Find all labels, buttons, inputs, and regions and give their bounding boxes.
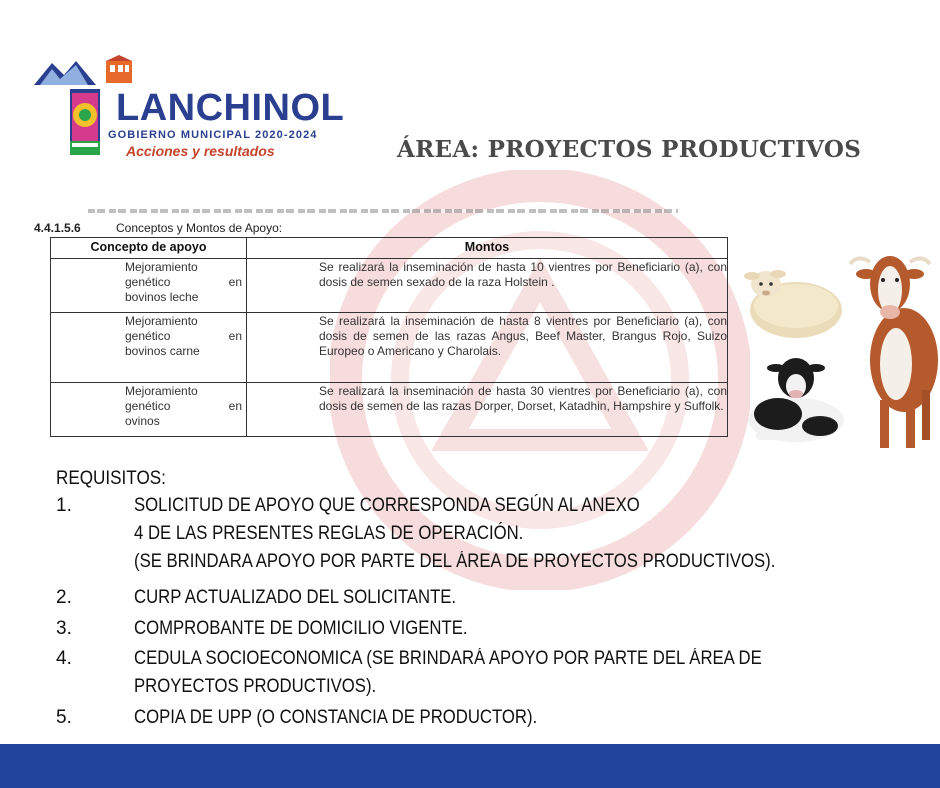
livestock-illustration bbox=[738, 240, 940, 455]
requirement-line: COPIA DE UPP (O CONSTANCIA DE PRODUCTOR). bbox=[134, 707, 538, 728]
logo-slogan: Acciones y resultados bbox=[126, 143, 275, 159]
amount-cell: Se realizará la inseminación de hasta 10 vientres por Beneficiario (a), con dosis de semen sexado de la raza Holstein . bbox=[247, 258, 728, 312]
requirements-heading: REQUISITOS: bbox=[56, 468, 166, 489]
concept-cell bbox=[51, 382, 247, 436]
concept-line: en bbox=[228, 328, 242, 343]
amount-cell: Se realizará la inseminación de hasta 8 vientres por Beneficiario (a), con dosis de semen de las razas Angus, Beef Master, Brangus Rojo, Suizo Europeo o Americano y Charolais. bbox=[247, 312, 728, 382]
requirement-line: COMPROBANTE DE DOMICILIO VIGENTE. bbox=[134, 618, 468, 639]
concept-line: genético bbox=[125, 398, 171, 413]
footer-bar bbox=[0, 744, 940, 788]
concept-line: Mejoramiento bbox=[125, 313, 198, 328]
concept-cell bbox=[51, 312, 247, 382]
sheep-icon bbox=[744, 270, 842, 338]
section-title: Conceptos y Montos de Apoyo: bbox=[116, 221, 283, 235]
requirement-line: PROYECTOS PRODUCTIVOS). bbox=[134, 676, 377, 697]
calf-icon bbox=[748, 358, 844, 442]
concept-line: bovinos leche bbox=[125, 289, 199, 304]
concept-line: en bbox=[228, 274, 242, 289]
requirement-number: 1. bbox=[56, 495, 72, 516]
logo-government: GOBIERNO MUNICIPAL 2020-2024 bbox=[108, 129, 318, 141]
amount-cell: Se realizará la inseminación de hasta 30 vientres por Beneficiario (a), con dosis de semen de las razas Dorper, Dorset, Katadhin, Hampshire y Suffolk. bbox=[247, 382, 728, 436]
concept-line: en bbox=[228, 398, 242, 413]
requirement-number: 3. bbox=[56, 618, 72, 639]
table-header-row bbox=[51, 238, 728, 259]
table-row bbox=[51, 312, 728, 382]
table-row bbox=[51, 382, 728, 436]
requirement-number: 4. bbox=[56, 648, 72, 669]
requirement-number: 2. bbox=[56, 587, 72, 608]
municipal-logo bbox=[30, 55, 345, 165]
cropped-text-line bbox=[88, 208, 678, 214]
requirement-line: 4 DE LAS PRESENTES REGLAS DE OPERACIÓN. bbox=[134, 523, 524, 544]
concept-line: ovinos bbox=[125, 413, 160, 428]
area-title: ÁREA: PROYECTOS PRODUCTIVOS bbox=[397, 136, 862, 163]
requirement-line: (SE BRINDARA APOYO POR PARTE DEL ÁREA DE PROYECTOS PRODUCTIVOS). bbox=[134, 551, 776, 572]
concept-cell bbox=[51, 258, 247, 312]
header-amount: Montos bbox=[247, 238, 728, 259]
requirement-line: SOLICITUD DE APOYO QUE CORRESPONDA SEGÚN AL ANEXO bbox=[134, 495, 640, 516]
concept-line: bovinos carne bbox=[125, 343, 200, 358]
cow-icon bbox=[850, 256, 938, 448]
concept-line: genético bbox=[125, 274, 171, 289]
concept-line: Mejoramiento bbox=[125, 259, 198, 274]
concept-line: genético bbox=[125, 328, 171, 343]
requirement-number: 5. bbox=[56, 707, 72, 728]
support-table bbox=[50, 237, 728, 437]
table-row bbox=[51, 258, 728, 312]
requirement-line: CURP ACTUALIZADO DEL SOLICITANTE. bbox=[134, 587, 457, 608]
logo-name: LANCHINOL bbox=[116, 87, 345, 129]
header-concept: Concepto de apoyo bbox=[51, 238, 247, 259]
section-number: 4.4.1.5.6 bbox=[34, 221, 81, 235]
requirement-line: CEDULA SOCIOECONOMICA (SE BRINDARÁ APOYO POR PARTE DEL ÁREA DE bbox=[134, 648, 762, 669]
concept-line: Mejoramiento bbox=[125, 383, 198, 398]
